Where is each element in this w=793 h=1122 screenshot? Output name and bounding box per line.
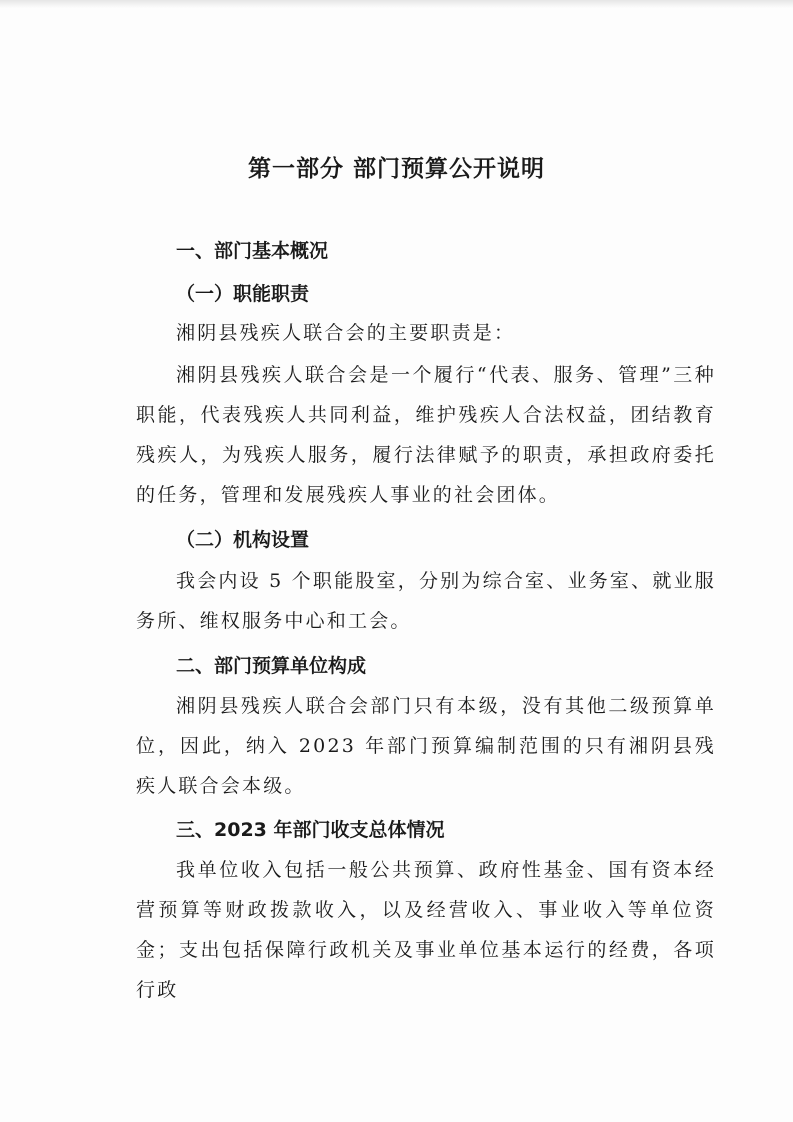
subsection-heading-organization: （二）机构设置 (176, 529, 310, 551)
paragraph-functions-body: 湘阴县残疾人联合会是一个履行“代表、服务、管理”三种职能，代表残疾人共同利益，维护残疾人合法权益，团结教育残疾人，为残疾人服务，履行法律赋予的职责，承担政府委托的任务，管理和发展残疾人事业的社会团体。 (136, 364, 716, 506)
section-heading-budget-units: 二、部门预算单位构成 (176, 655, 367, 677)
section-heading-revenue-expenditure: 三、2023 年部门收支总体情况 (176, 819, 445, 841)
page-title: 第一部分 部门预算公开说明 (247, 156, 545, 182)
paragraph-organization: 我会内设 5 个职能股室，分别为综合室、业务室、就业服务所、维权服务中心和工会。 (136, 570, 716, 632)
paragraph-budget-units: 湘阴县残疾人联合会部门只有本级，没有其他二级预算单位，因此，纳入 2023 年部门预算编制范围的只有湘阴县残疾人联合会本级。 (136, 695, 716, 797)
paragraph-functions-intro: 湘阴县残疾人联合会的主要职责是： (176, 322, 516, 344)
paragraph-revenue-expenditure: 我单位收入包括一般公共预算、政府性基金、国有资本经营预算等财政拨款收入，以及经营收入、事业收入等单位资金；支出包括保障行政机关及事业单位基本运行的经费，各项行政 (136, 859, 716, 1001)
section-heading-basic-overview: 一、部门基本概况 (176, 240, 329, 262)
scan-edge-shadow (0, 0, 793, 8)
subsection-heading-functions: （一）职能职责 (176, 283, 310, 305)
